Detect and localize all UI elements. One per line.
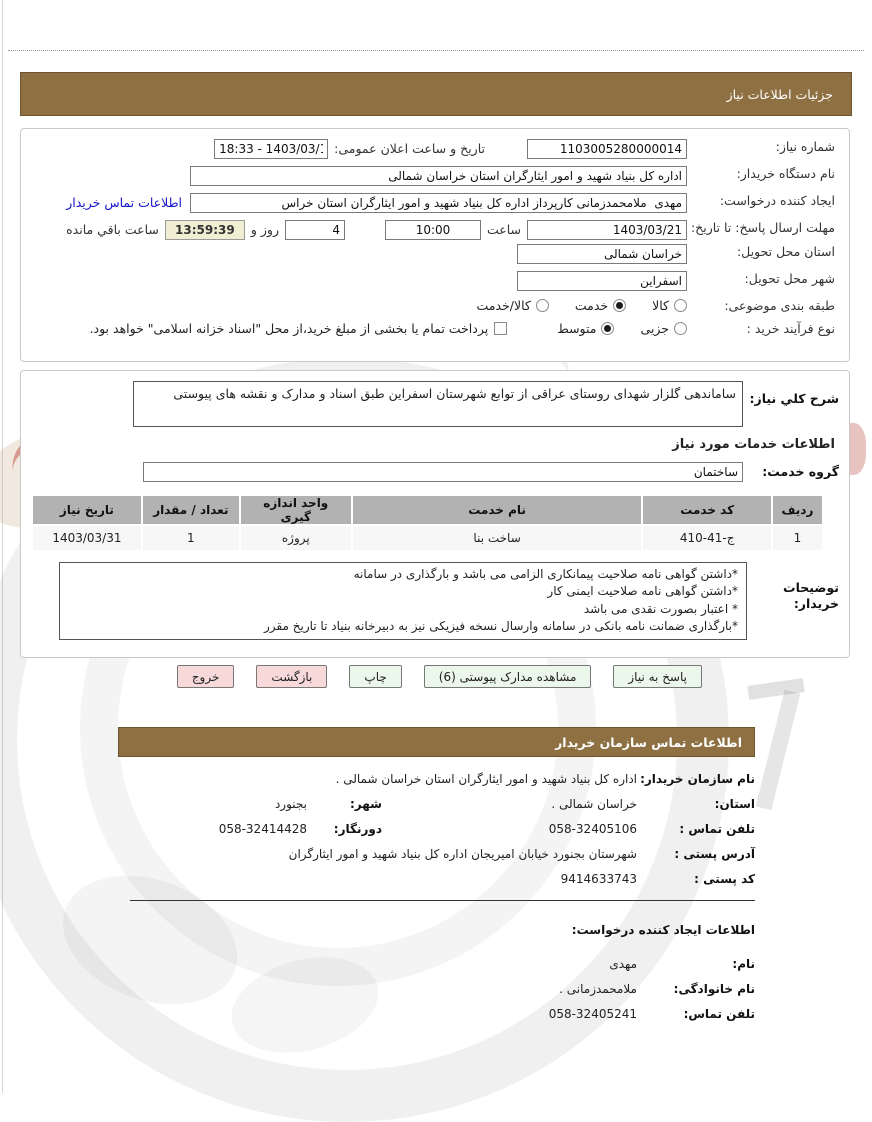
radio-minor-label: جزیی [640, 320, 669, 336]
delivery-city-label: شهر محل تحویل: [744, 271, 835, 286]
cell-service-code: ج-41-410 [643, 526, 770, 550]
need-desc-row [31, 381, 839, 427]
note-line: *داشتن گواهی نامه صلاحیت پیمانکاری الزامی می باشد و بارگذاری در سامانه [353, 567, 738, 581]
note-line: * اعتبار بصورت نقدی می باشد [583, 601, 738, 616]
need-info-panel [20, 128, 850, 362]
process-type-label: نوع فرآیند خرید : [746, 320, 835, 336]
radio-goods-service[interactable] [476, 298, 548, 313]
col-quantity: تعداد / مقدار [143, 496, 239, 524]
radio-medium-label: متوسط [557, 320, 597, 336]
address-row [118, 847, 755, 861]
col-row-index: ردیف [773, 496, 822, 524]
watermark-gray-shape-bar [756, 690, 801, 810]
creator-phone-row [118, 1007, 755, 1021]
col-unit: واحد اندازه گیری [241, 496, 351, 524]
view-attachments-button[interactable]: مشاهده مدارک پیوستی (6) [424, 665, 592, 688]
note-line: *بارگذاری ضمانت نامه بانکی در سامانه وارسال نسخه فیزیکی نیز به دبیرخانه بنیاد تا تاریخ مقرر [264, 619, 738, 634]
postal-code-row [118, 872, 755, 886]
contact-province-label: استان: [714, 797, 755, 811]
cell-unit: پروژه [241, 526, 351, 550]
exit-button[interactable]: خروج [177, 665, 235, 688]
postal-code-label: کد پستی : [694, 872, 755, 886]
process-type-row [35, 321, 835, 337]
province-city-row [118, 797, 755, 811]
contact-divider [130, 900, 755, 901]
need-desc-label: شرح کلي نیاز: [749, 391, 839, 406]
delivery-province-label: استان محل تحویل: [736, 244, 835, 259]
top-dotted-divider [8, 50, 864, 51]
radio-goods-service-icon[interactable] [536, 299, 549, 312]
radio-service[interactable] [575, 298, 626, 313]
org-name-row [118, 772, 755, 786]
buyer-org-label: نام دستگاه خریدار: [736, 166, 835, 181]
need-number-input[interactable] [527, 139, 687, 159]
radio-minor-icon[interactable] [674, 322, 687, 335]
delivery-province-input[interactable] [517, 244, 687, 264]
contact-city-label: شهر: [350, 797, 382, 811]
buyer-notes-row [31, 562, 839, 640]
remaining-time-countdown: 13:59:39 [165, 220, 245, 240]
contact-phone-value: 058-32405106 [548, 822, 637, 836]
creator-info-heading: اطلاعات ایجاد کننده درخواست: [571, 923, 755, 937]
buyer-notes-label: توضیحات خریدار: [783, 580, 839, 611]
contact-section-bar [118, 727, 755, 757]
table-row [33, 526, 822, 550]
cell-row-index: 1 [773, 526, 822, 550]
action-buttons-row [20, 665, 852, 688]
radio-goods-service-label: کالا/خدمت [476, 298, 531, 314]
need-number-label: شماره نیاز: [775, 139, 835, 154]
services-heading: اطلاعات خدمات مورد نیاز [672, 437, 835, 452]
contact-city-value: بجنورد [274, 797, 307, 811]
deadline-hour-label: ساعت [486, 222, 521, 237]
need-description-panel [20, 370, 850, 658]
buyer-contact-link[interactable]: اطلاعات تماس خریدار [66, 195, 182, 210]
service-group-label: گروه خدمت: [762, 464, 839, 479]
org-name-value: اداره کل بنیاد شهید و امور ایثارگران استان خراسان شمالی . [335, 772, 637, 786]
delivery-city-row [35, 271, 835, 291]
deadline-date-input[interactable] [527, 220, 687, 240]
contact-fax-value: 058-32414428 [218, 822, 307, 836]
need-number-row [35, 139, 835, 159]
deadline-time-input[interactable] [385, 220, 481, 240]
postal-code-value: 9414633743 [560, 872, 637, 886]
buyer-org-row [35, 166, 835, 186]
request-creator-row [35, 193, 835, 213]
details-section-bar [20, 72, 852, 116]
reply-deadline-row [35, 220, 835, 240]
radio-service-icon[interactable] [613, 299, 626, 312]
creator-last-name-row [118, 982, 755, 996]
buyer-notes-box[interactable] [59, 562, 747, 640]
radio-minor[interactable] [640, 321, 687, 336]
days-and-label: روز و [250, 222, 279, 237]
radio-goods-label: کالا [652, 298, 669, 314]
request-creator-input[interactable] [190, 193, 687, 213]
phone-fax-row [118, 822, 755, 836]
contact-address-label: آدرس پستی : [674, 847, 755, 861]
delivery-province-row [35, 244, 835, 264]
announce-datetime-label: تاریخ و ساعت اعلان عمومی: [334, 141, 485, 156]
services-table [31, 494, 824, 552]
cell-service-name: ساخت بنا [353, 526, 642, 550]
back-button[interactable]: بازگشت [256, 665, 327, 688]
cell-quantity: 1 [143, 526, 239, 550]
respond-to-need-button[interactable]: پاسخ به نیاز [613, 665, 702, 688]
window-left-border [2, 0, 3, 1093]
remaining-days-input[interactable] [285, 220, 345, 240]
request-creator-label: ایجاد کننده درخواست: [719, 193, 835, 208]
col-service-name: نام خدمت [353, 496, 642, 524]
treasury-checkbox-option[interactable] [90, 321, 508, 336]
contact-fax-label: دورنگار: [333, 822, 382, 836]
contact-address-value: شهرستان بجنورد خیابان امیریجان اداره کل بنیاد شهید و امور ایثارگران [288, 847, 637, 861]
col-need-date: تاریخ نیاز [33, 496, 141, 524]
radio-goods-icon[interactable] [674, 299, 687, 312]
announce-datetime-input[interactable] [214, 139, 328, 159]
last-name-label: نام خانوادگی: [673, 982, 755, 996]
radio-medium[interactable] [557, 321, 614, 336]
col-service-code: کد خدمت [643, 496, 770, 524]
radio-medium-icon[interactable] [601, 322, 614, 335]
note-line: *داشتن گواهی نامه صلاحیت ایمنی کار [547, 584, 738, 599]
classification-label: طبقه بندی موضوعی: [724, 298, 835, 313]
contact-info-section [118, 772, 755, 1032]
service-group-input[interactable] [143, 462, 743, 482]
first-name-value: مهدی [609, 957, 637, 971]
reply-deadline-label: مهلت ارسال پاسخ: تا تاریخ: [690, 220, 835, 235]
treasury-checkbox[interactable] [494, 322, 507, 335]
services-table-header-row [33, 496, 822, 524]
radio-service-label: خدمت [574, 298, 609, 314]
details-section-title: جزئیات اطلاعات نیاز [726, 86, 833, 102]
creator-phone-label: تلفن تماس: [683, 1007, 755, 1021]
delivery-city-input[interactable] [517, 271, 687, 291]
org-name-label: نام سازمان خریدار: [640, 772, 755, 786]
service-group-row [31, 462, 839, 482]
last-name-value: ملامحمدزمانی . [559, 982, 637, 996]
contact-province-value: خراسان شمالی . [551, 797, 637, 811]
print-button[interactable]: چاپ [349, 665, 401, 688]
hours-remaining-label: ساعت باقي مانده [66, 222, 159, 237]
first-name-label: نام: [732, 957, 755, 971]
radio-goods[interactable] [652, 298, 687, 313]
classification-row [35, 298, 835, 314]
need-desc-box[interactable]: ساماندهی گلزار شهدای روستای عراقی از توابع شهرستان اسفراین طبق اسناد و مدارک و نقشه های پیوستی [133, 381, 743, 427]
contact-section-title: اطلاعات تماس سازمان خریدار [555, 734, 742, 750]
creator-first-name-row [118, 957, 755, 971]
contact-phone-label: تلفن تماس : [679, 822, 755, 836]
cell-need-date: 1403/03/31 [33, 526, 141, 550]
treasury-checkbox-label: پرداخت تمام یا بخشی از مبلغ خرید،از محل "اسناد خزانه اسلامی" خواهد بود. [89, 320, 489, 336]
buyer-org-input[interactable] [190, 166, 687, 186]
creator-phone-value: 058-32405241 [548, 1007, 637, 1021]
